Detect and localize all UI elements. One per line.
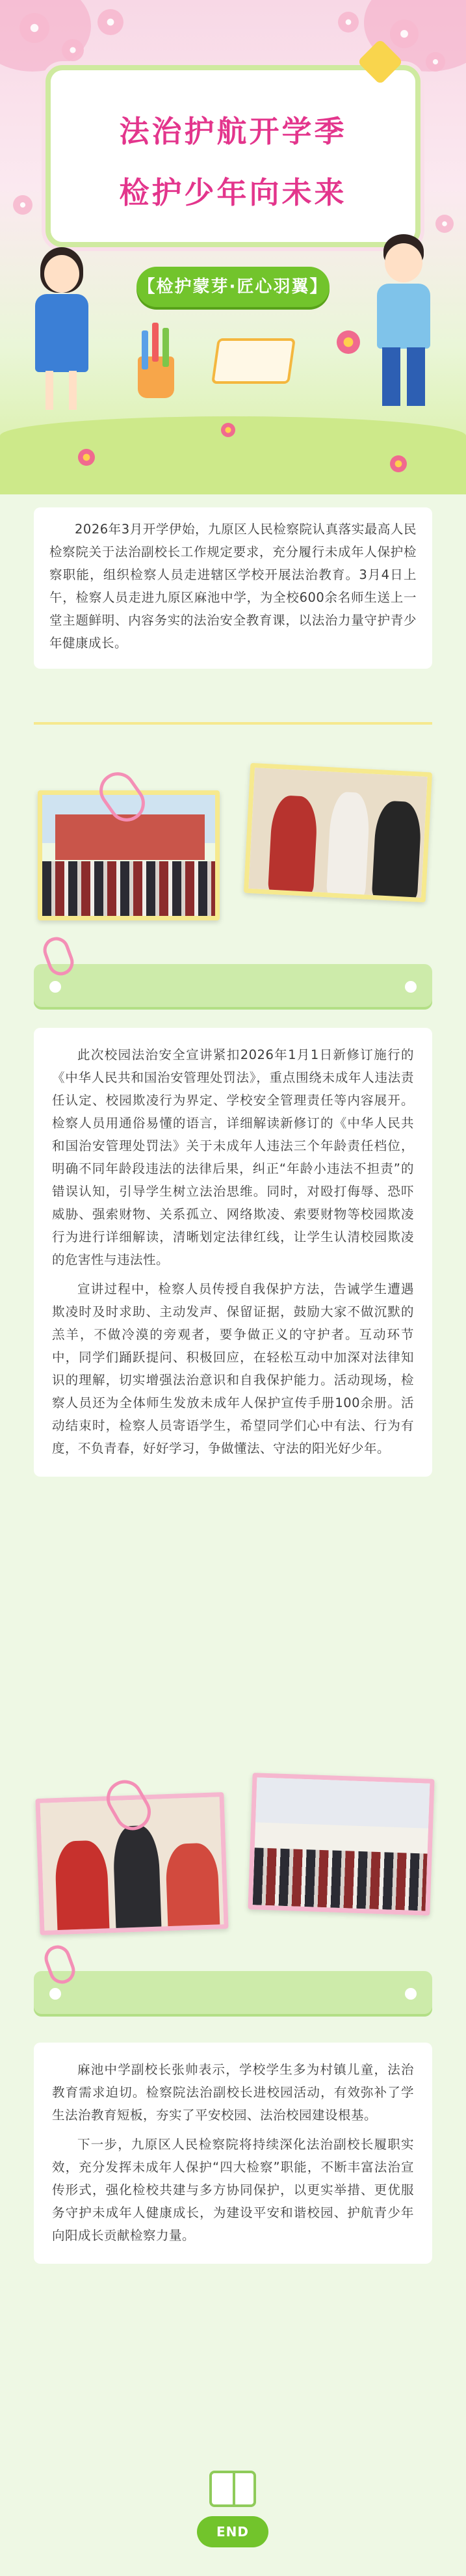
middle-section — [34, 1028, 432, 1477]
pencil-cup-icon — [138, 356, 174, 398]
flower-icon — [221, 423, 235, 437]
section-header-bar — [34, 964, 432, 1010]
sakura-flower — [97, 9, 123, 35]
photo-classroom-lecture — [248, 1773, 434, 1916]
sakura-flower — [435, 215, 454, 233]
sakura-flower — [338, 12, 359, 33]
girl-student-illustration — [26, 247, 97, 423]
flower-icon — [390, 455, 407, 472]
end-badge: END — [197, 2516, 268, 2547]
book-icon — [209, 2471, 256, 2507]
sakura-flower — [62, 39, 84, 61]
boy-student-illustration — [368, 234, 439, 423]
section-header-bar — [34, 1971, 432, 2017]
subtitle-pill: 【检护蒙芽·匠心羽翼】 — [136, 267, 330, 307]
body-paragraph: 此次校园法治安全宣讲紧扣2026年1月1日新修订施行的《中华人民共和国治安管理处罚法》，重点围绕未成年人违法责任认定、校园欺凌行为界定、学校安全管理责任等内容展开。检察人员用通俗易懂的语言，详细解读新修订的《中华人民共和国治安管理处罚法》关于未成年人违法三个年龄责任档位，明确不同年龄段违法的法律后果，纠正“年龄小违法不担责”的错误认知，引导学生树立法治思维。同时，对殴打侮辱、恐吓威胁、强索财物、关系孤立、网络欺凌、索要财物等校园欺凌行为进行详细解读，清晰划定法律红线，让学生认清校园欺凌的危害性与违法性。 — [52, 1047, 414, 1267]
body-paragraph: 宣讲过程中，检察人员传授自我保护方法，告诫学生遭遇欺凌时及时求助、主动发声、保留证据，鼓励大家不做沉默的羔羊，不做冷漠的旁观者，要争做正义的守护者。互动环节中，同学们踊跃提问、积极回应，在轻松互动中加深对法律知识的理解，切实增强法治意识和自我保护能力。活动现场，检察人员还为全体师生发放未成年人保护宣传手册100余册。活动结束时，检察人员寄语学生，希望同学们心中有法、行为有度，不负青春，好好学习，争做懂法、守法的阳光好少年。 — [52, 1281, 414, 1456]
intro-section — [34, 507, 432, 669]
flower-icon — [337, 330, 360, 354]
title-line-2: 检护少年向未来 — [119, 175, 347, 210]
closing-section — [34, 2043, 432, 2264]
title-card — [45, 65, 421, 247]
title-line-1: 法治护航开学季 — [119, 114, 347, 149]
sakura-flower — [19, 13, 49, 43]
open-book-icon — [211, 338, 296, 384]
flower-icon — [78, 449, 95, 466]
intro-paragraph: 2026年3月开学伊始，九原区人民检察院认真落实最高人民检察院关于法治副校长工作规定要求，充分履行未成年人保护检察职能，组织检察人员走进辖区学校开展法治教育。3月4日上午，检察人员走进九原区麻池中学，为全校600余名师生送上一堂主题鲜明、内容务实的法治安全教育课，以法治力量守护青少年健康成长。 — [49, 522, 417, 651]
photo-handout-to-student — [244, 763, 432, 902]
body-paragraph: 下一步，九原区人民检察院将持续深化法治副校长履职实效，充分发挥未成年人保护“四大检察”职能，不断丰富法治宣传形式，强化检校共建与多方协同保护，以更实举措、更优服务守护未成年人健康成长，为建设平安和谐校园、护航青少年向阳成长贡献检察力量。 — [52, 2137, 414, 2243]
divider — [34, 722, 432, 725]
hero-banner — [0, 0, 466, 494]
sakura-flower — [13, 195, 32, 215]
sakura-flower — [426, 52, 445, 72]
sakura-flower — [390, 20, 419, 48]
body-paragraph: 麻池中学副校长张帅表示，学校学生多为村镇儿童，法治教育需求迫切。检察院法治副校长进校园活动，有效弥补了学生法治教育短板，夯实了平安校园、法治校园建设根基。 — [52, 2062, 414, 2123]
